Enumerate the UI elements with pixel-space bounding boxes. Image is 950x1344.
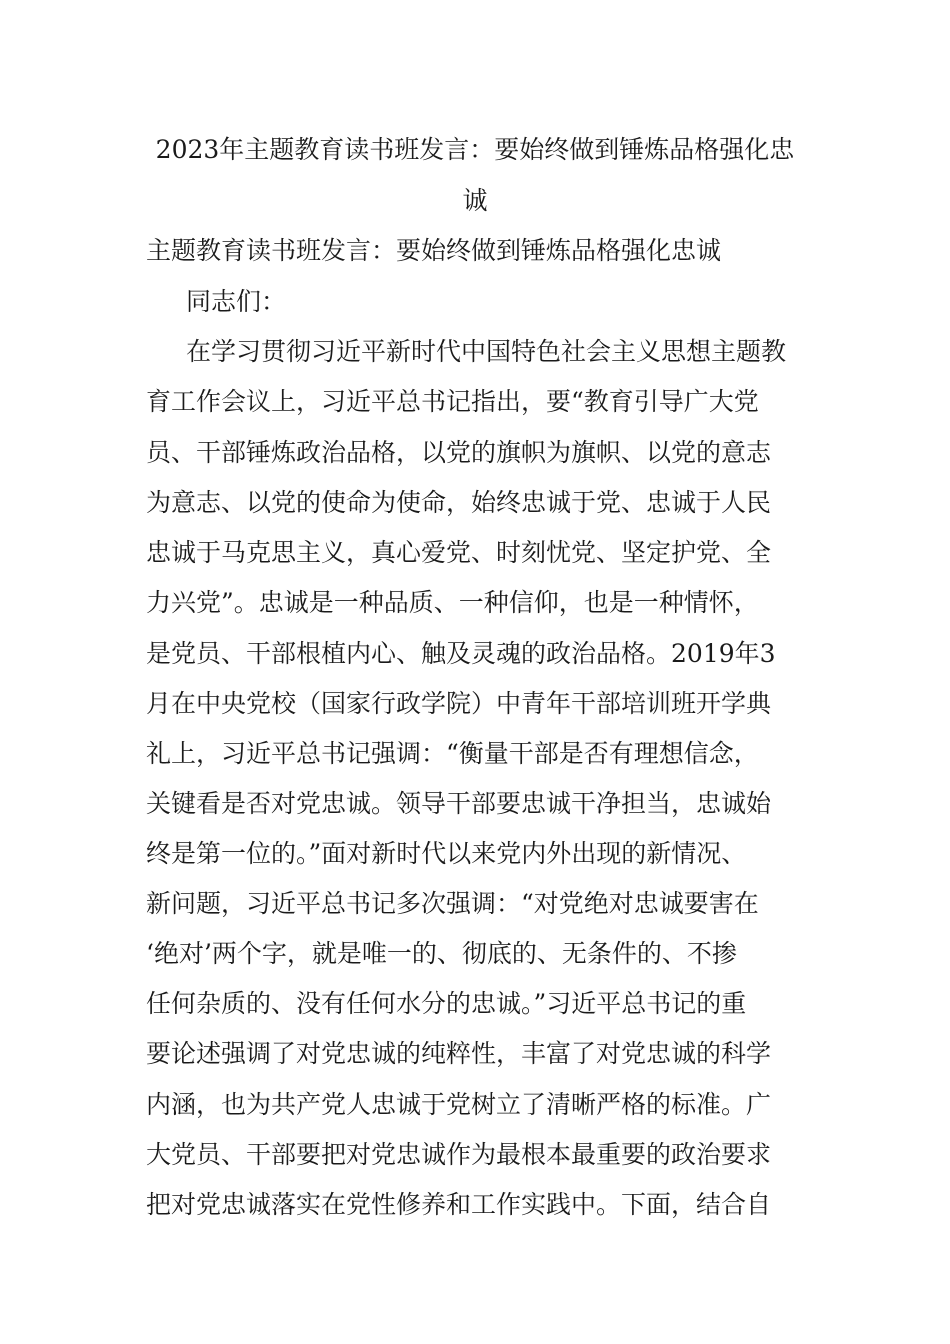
body-line: 把对党忠诚落实在党性修养和工作实践中。下面，结合自	[146, 1190, 772, 1219]
body-line: 为意志、以党的使命为使命，始终忠诚于党、忠诚于人民	[146, 488, 772, 517]
body-line: 力兴党”。忠诚是一种品质、一种信仰，也是一种情怀，	[146, 588, 759, 617]
body-line: 要论述强调了对党忠诚的纯粹性，丰富了对党忠诚的科学	[146, 1039, 772, 1068]
document-title-line-1: 2023年主题教育读书班发言：要始终做到锤炼品格强化忠	[155, 135, 795, 164]
document-title-line-2: 诚	[462, 186, 488, 215]
body-line: 育工作会议上，习近平总书记指出，要“教育引导广大党	[146, 387, 759, 416]
body-line: 任何杂质的、没有任何水分的忠诚。”习近平总书记的重	[146, 989, 747, 1018]
body-line: 大党员、干部要把对党忠诚作为最根本最重要的政治要求	[146, 1140, 772, 1169]
document-subtitle: 主题教育读书班发言：要始终做到锤炼品格强化忠诚	[146, 236, 722, 265]
body-line: 内涵，也为共产党人忠诚于党树立了清晰严格的标准。广	[146, 1090, 772, 1119]
body-line: 礼上，习近平总书记强调：“衡量干部是否有理想信念，	[146, 739, 759, 768]
body-line: 忠诚于马克思主义，真心爱党、时刻忧党、坚定护党、全	[146, 538, 772, 567]
body-line: 是党员、干部根植内心、触及灵魂的政治品格。2019年3	[146, 639, 776, 668]
salutation: 同志们：	[186, 287, 287, 316]
body-line: ‘绝对’两个字，就是唯一的、彻底的、无条件的、不掺	[146, 939, 737, 968]
body-line: 在学习贯彻习近平新时代中国特色社会主义思想主题教	[186, 337, 787, 366]
body-line: 新问题，习近平总书记多次强调：“对党绝对忠诚要害在	[146, 889, 759, 918]
body-line: 关键看是否对党忠诚。领导干部要忠诚干净担当，忠诚始	[146, 789, 772, 818]
body-line: 月在中央党校（国家行政学院）中青年干部培训班开学典	[146, 689, 772, 718]
body-line: 终是第一位的。”面对新时代以来党内外出现的新情况、	[146, 839, 747, 868]
body-line: 员、干部锤炼政治品格，以党的旗帜为旗帜、以党的意志	[146, 438, 772, 467]
